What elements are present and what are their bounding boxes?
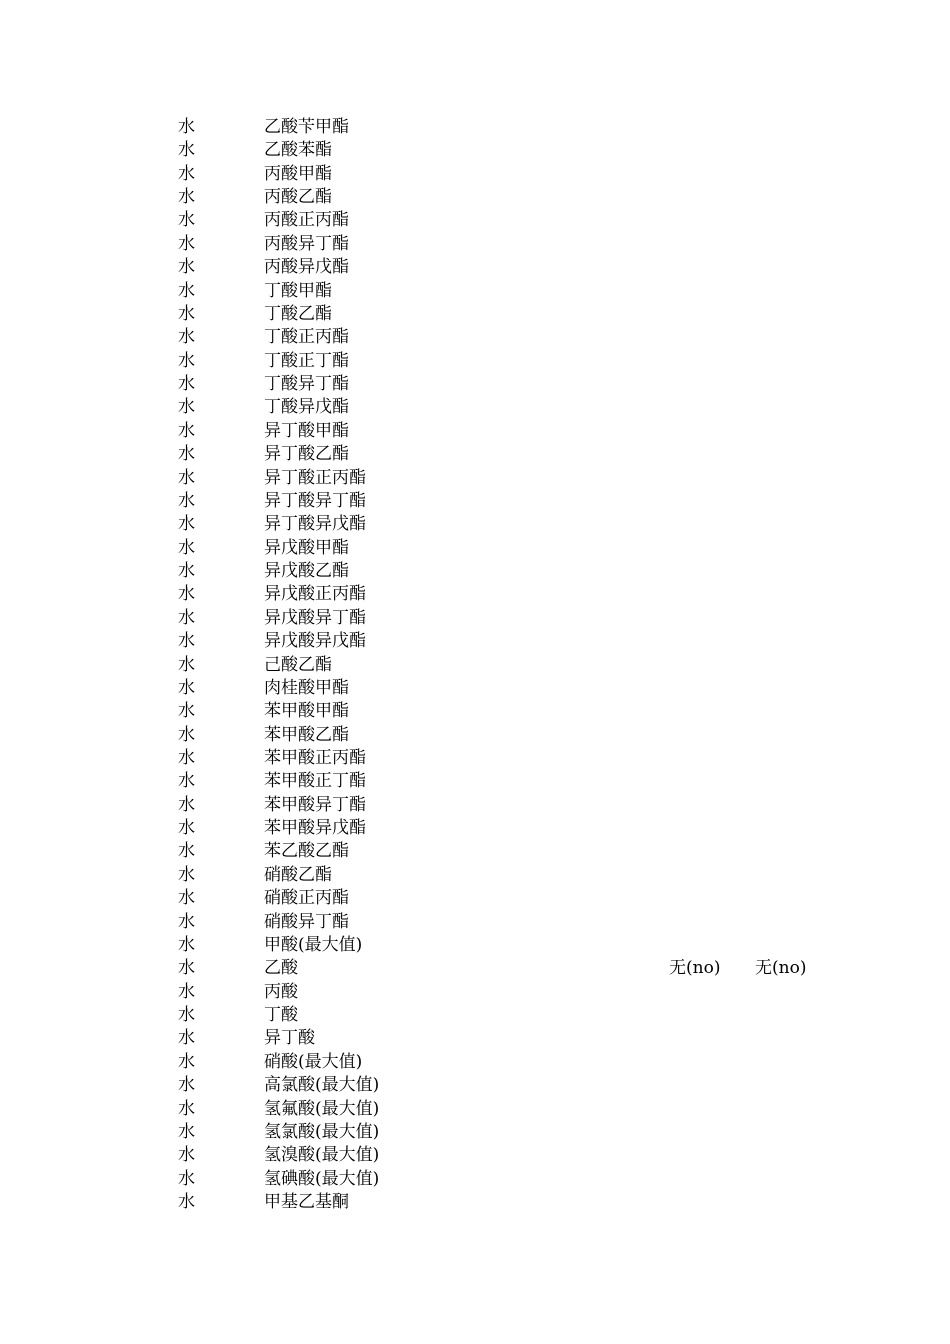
solute-cell: 乙酸苯酯 [264, 140, 332, 161]
table-row [0, 864, 950, 887]
solvent-cell: 水 [178, 911, 195, 932]
table-row [0, 326, 950, 349]
table-row [0, 490, 950, 513]
solute-cell: 氢氟酸(最大值) [264, 1098, 380, 1119]
table-row [0, 163, 950, 186]
solute-cell: 高氯酸(最大值) [264, 1075, 380, 1096]
table-row [0, 443, 950, 466]
table-row [0, 934, 950, 957]
table-row [0, 1098, 950, 1121]
solvent-cell: 水 [178, 303, 195, 324]
table-row [0, 396, 950, 419]
solute-cell: 异戊酸异丁酯 [264, 607, 366, 628]
solvent-cell: 水 [178, 631, 195, 652]
table-row [0, 630, 950, 653]
solute-cell: 乙酸 [264, 958, 298, 979]
table-row [0, 700, 950, 723]
solvent-cell: 水 [178, 257, 195, 278]
solute-cell: 异戊酸乙酯 [264, 561, 349, 582]
table-row [0, 1191, 950, 1214]
solvent-cell: 水 [178, 444, 195, 465]
solute-cell: 异戊酸正丙酯 [264, 584, 366, 605]
solute-cell: 丙酸 [264, 981, 298, 1002]
solute-cell: 苯甲酸正丙酯 [264, 747, 366, 768]
solvent-cell: 水 [178, 1051, 195, 1072]
table-row [0, 233, 950, 256]
solute-cell: 丁酸乙酯 [264, 303, 332, 324]
solvent-cell: 水 [178, 584, 195, 605]
solvent-cell: 水 [178, 397, 195, 418]
solvent-cell: 水 [178, 864, 195, 885]
solute-cell: 肉桂酸甲酯 [264, 677, 349, 698]
solute-cell: 丙酸异丁酯 [264, 233, 349, 254]
solute-cell: 丁酸甲酯 [264, 280, 332, 301]
solute-cell: 苯甲酸乙酯 [264, 724, 349, 745]
solvent-cell: 水 [178, 607, 195, 628]
solvent-cell: 水 [178, 350, 195, 371]
table-row [0, 607, 950, 630]
solute-cell: 氢氯酸(最大值) [264, 1121, 380, 1142]
solvent-cell: 水 [178, 724, 195, 745]
solute-cell: 异丁酸异戊酯 [264, 514, 366, 535]
table-row [0, 1144, 950, 1167]
solvent-cell: 水 [178, 888, 195, 909]
solute-cell: 异丁酸正丙酯 [264, 467, 366, 488]
solvent-cell: 水 [178, 1168, 195, 1189]
solvent-cell: 水 [178, 1145, 195, 1166]
table-row [0, 794, 950, 817]
solvent-cell: 水 [178, 537, 195, 558]
solute-cell: 丁酸异丁酯 [264, 374, 349, 395]
table-row [0, 1121, 950, 1144]
solvent-cell: 水 [178, 1121, 195, 1142]
solvent-cell: 水 [178, 1075, 195, 1096]
table-row [0, 747, 950, 770]
solvent-cell: 水 [178, 374, 195, 395]
table-row [0, 677, 950, 700]
solute-cell: 甲基乙基酮 [264, 1192, 349, 1213]
table-row [0, 840, 950, 863]
solute-cell: 丙酸乙酯 [264, 187, 332, 208]
solute-cell: 丙酸甲酯 [264, 163, 332, 184]
solute-cell: 丙酸正丙酯 [264, 210, 349, 231]
solute-cell: 异丁酸乙酯 [264, 444, 349, 465]
solute-cell: 丙酸异戊酯 [264, 257, 349, 278]
table-row [0, 583, 950, 606]
table-row [0, 256, 950, 279]
solute-cell: 乙酸苄甲酯 [264, 117, 349, 137]
solute-cell: 异戊酸异戊酯 [264, 631, 366, 652]
solute-cell: 丁酸异戊酯 [264, 397, 349, 418]
table-row [0, 654, 950, 677]
solute-cell: 己酸乙酯 [264, 654, 332, 675]
solute-cell: 丁酸正丙酯 [264, 327, 349, 348]
solvent-cell: 水 [178, 140, 195, 161]
table-row [0, 467, 950, 490]
table-row [0, 560, 950, 583]
solute-cell: 氢碘酸(最大值) [264, 1168, 380, 1189]
solvent-cell: 水 [178, 934, 195, 955]
solvent-cell: 水 [178, 561, 195, 582]
table-row [0, 1051, 950, 1074]
result-cell-1: 无(no) [669, 958, 721, 979]
solvent-cell: 水 [178, 771, 195, 792]
solvent-cell: 水 [178, 1028, 195, 1049]
solute-cell: 异戊酸甲酯 [264, 537, 349, 558]
solvent-cell: 水 [178, 677, 195, 698]
table-row [0, 770, 950, 793]
solute-cell: 苯乙酸乙酯 [264, 841, 349, 862]
table-row [0, 373, 950, 396]
solvent-cell: 水 [178, 701, 195, 722]
solvent-cell: 水 [178, 818, 195, 839]
solvent-cell: 水 [178, 841, 195, 862]
solute-cell: 氢溴酸(最大值) [264, 1145, 380, 1166]
solvent-cell: 水 [178, 467, 195, 488]
solute-cell: 丁酸正丁酯 [264, 350, 349, 371]
solvent-cell: 水 [178, 1098, 195, 1119]
solute-cell: 苯甲酸甲酯 [264, 701, 349, 722]
solute-cell: 甲酸(最大值) [264, 934, 363, 955]
table-row [0, 1168, 950, 1191]
solute-cell: 异丁酸异丁酯 [264, 490, 366, 511]
solute-cell: 硝酸异丁酯 [264, 911, 349, 932]
solvent-cell: 水 [178, 794, 195, 815]
solvent-cell: 水 [178, 1005, 195, 1026]
solvent-cell: 水 [178, 233, 195, 254]
solvent-cell: 水 [178, 514, 195, 535]
table-row [0, 116, 950, 139]
table-row [0, 887, 950, 910]
solvent-cell: 水 [178, 747, 195, 768]
solvent-cell: 水 [178, 420, 195, 441]
solvent-cell: 水 [178, 654, 195, 675]
solvent-cell: 水 [178, 187, 195, 208]
solute-cell: 硝酸(最大值) [264, 1051, 363, 1072]
solvent-cell: 水 [178, 327, 195, 348]
solvent-cell: 水 [178, 210, 195, 231]
table-row [0, 139, 950, 162]
solvent-cell: 水 [178, 490, 195, 511]
solvent-cell: 水 [178, 981, 195, 1002]
table-row [0, 1027, 950, 1050]
table-row [0, 911, 950, 934]
solvent-cell: 水 [178, 280, 195, 301]
table-row [0, 1004, 950, 1027]
solvent-cell: 水 [178, 958, 195, 979]
solute-cell: 硝酸正丙酯 [264, 888, 349, 909]
solute-cell: 硝酸乙酯 [264, 864, 332, 885]
table-row [0, 280, 950, 303]
table-row [0, 209, 950, 232]
solute-cell: 丁酸 [264, 1005, 298, 1026]
table-row [0, 981, 950, 1004]
result-cell-2: 无(no) [755, 958, 807, 979]
table-row [0, 817, 950, 840]
solvent-cell: 水 [178, 1192, 195, 1213]
table-row [0, 513, 950, 536]
table-row [0, 724, 950, 747]
solute-cell: 苯甲酸异丁酯 [264, 794, 366, 815]
solvent-cell: 水 [178, 117, 195, 137]
solute-cell: 苯甲酸正丁酯 [264, 771, 366, 792]
table-row [0, 1074, 950, 1097]
solute-cell: 异丁酸甲酯 [264, 420, 349, 441]
table-row [0, 957, 950, 980]
table-row [0, 537, 950, 560]
table-row [0, 420, 950, 443]
solute-cell: 异丁酸 [264, 1028, 315, 1049]
table-row [0, 186, 950, 209]
solvent-cell: 水 [178, 163, 195, 184]
solute-cell: 苯甲酸异戊酯 [264, 818, 366, 839]
table-row [0, 350, 950, 373]
table-row [0, 303, 950, 326]
